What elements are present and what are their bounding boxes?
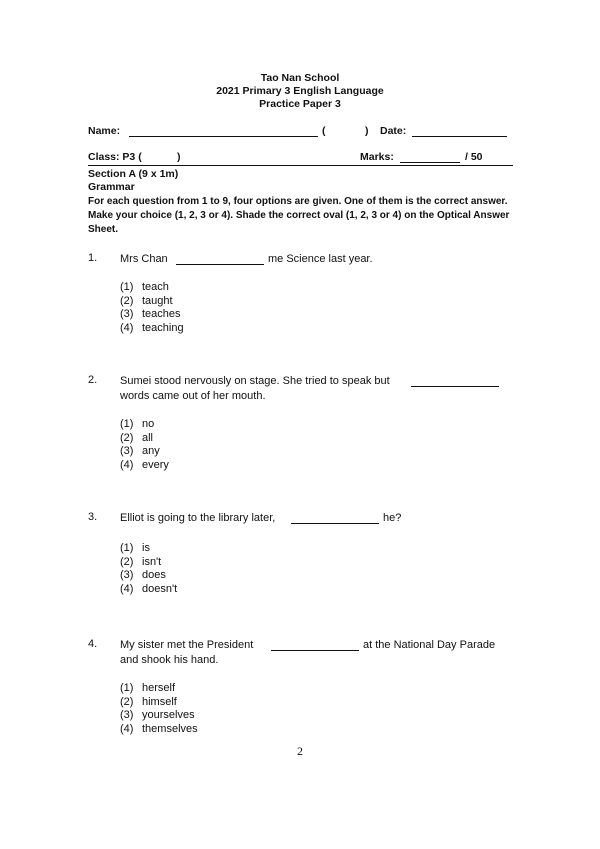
question-4-number: 4. <box>88 638 98 650</box>
question-4-options <box>120 682 198 736</box>
question-1-text-after: me Science last year. <box>268 253 373 265</box>
option: (3) does <box>120 569 166 581</box>
option: (4) doesn't <box>120 582 178 595</box>
school-name: Tao Nan School <box>260 72 340 84</box>
date-label: Date: <box>380 125 407 137</box>
option: (3) any <box>120 445 160 457</box>
question-2-text-before: Sumei stood nervously on stage. She tried to speak but <box>120 375 390 387</box>
option: (2) isn't <box>120 555 162 568</box>
option: (3) teaches <box>120 308 181 320</box>
option: (4) every <box>120 458 169 471</box>
marks-total: / 50 <box>465 151 483 163</box>
marks-label: Marks: <box>360 151 394 163</box>
section-title: Section A (9 x 1m) <box>88 168 179 180</box>
practice-paper-title: Practice Paper 3 <box>259 98 341 110</box>
question-2-options <box>120 418 169 472</box>
register-close-paren: ) <box>365 125 369 137</box>
question-4-text-line2: and shook his hand. <box>120 654 219 666</box>
question-2-blank <box>411 386 499 387</box>
question-1-text-before: Mrs Chan <box>120 253 168 265</box>
question-3-text-after: he? <box>383 512 402 524</box>
question-3-options <box>120 542 177 596</box>
option: (1) teach <box>120 281 169 293</box>
option: (1) no <box>120 418 155 430</box>
question-2-text-line2: words came out of her mouth. <box>120 390 266 402</box>
question-3-text-before: Elliot is going to the library later, <box>120 512 276 524</box>
option: (3) yourselves <box>120 709 195 721</box>
question-4-blank <box>271 650 359 651</box>
option: (2) taught <box>120 294 173 307</box>
question-1-blank <box>176 264 264 265</box>
section-subtitle: Grammar <box>88 181 135 193</box>
option: (4) themselves <box>120 722 198 735</box>
name-label: Name: <box>88 125 121 137</box>
question-4-text-after: at the National Day Parade <box>363 639 496 651</box>
name-field-line <box>129 136 318 137</box>
class-close-paren: ) <box>177 151 181 163</box>
register-open-paren: ( <box>322 125 326 137</box>
header-divider <box>88 165 513 166</box>
question-4-text-before: My sister met the President <box>120 639 254 651</box>
question-1-options <box>120 281 184 335</box>
page-number: 2 <box>297 744 303 758</box>
option: (4) teaching <box>120 321 184 334</box>
question-2-number: 2. <box>88 374 98 386</box>
date-field-line <box>412 136 507 137</box>
marks-field-line <box>400 162 460 163</box>
question-3-blank <box>291 523 379 524</box>
question-1-number: 1. <box>88 252 98 264</box>
section-instructions: For each question from 1 to 9, four options are given. One of them is the correct answer. Make your choice (1, 2, 3 or 4). Shade the correct oval (1, 2, 3 or 4) on the Optical Answer Sheet. <box>88 196 510 235</box>
option: (2) himself <box>120 695 177 708</box>
paper-title: 2021 Primary 3 English Language <box>216 85 384 97</box>
option: (1) is <box>120 542 150 554</box>
option: (1) herself <box>120 682 176 694</box>
class-label: Class: P3 ( <box>88 151 142 163</box>
question-3-number: 3. <box>88 511 98 523</box>
option: (2) all <box>120 431 154 444</box>
